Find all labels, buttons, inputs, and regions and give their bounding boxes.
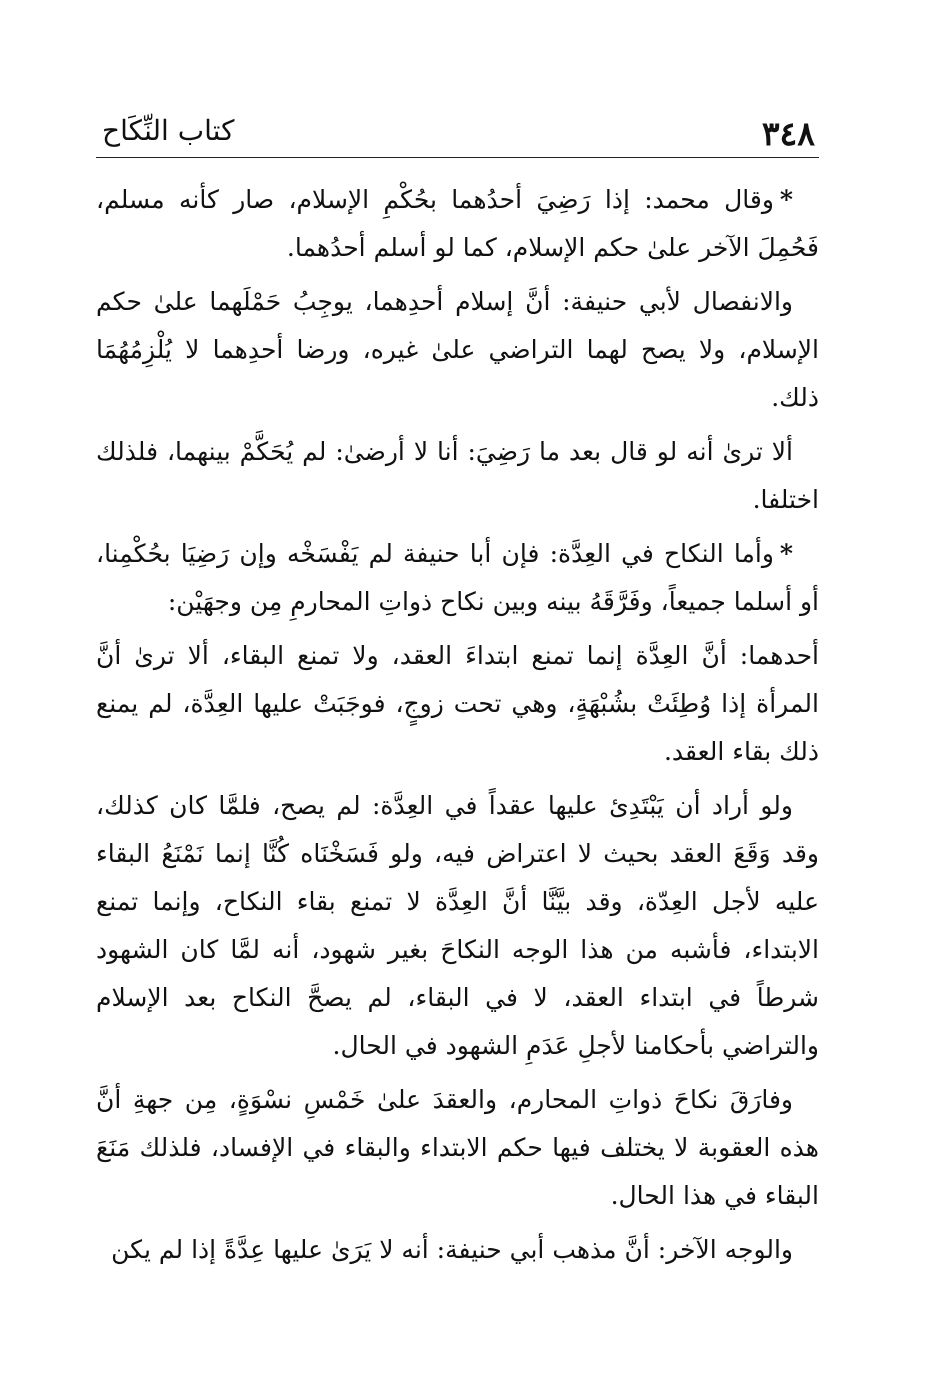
paragraph-text: والانفصال لأبي حنيفة: أنَّ إسلام أحدِهما، يوجِبُ حَمْلَهما علىٰ حكم الإسلام، ولا يصح لهما التراضي علىٰ غيره، ورضا أحدِهما لا يُلْزِمُهُمَا ذلك.: [96, 287, 819, 412]
paragraph-text: ألا ترىٰ أنه لو قال بعد ما رَضِيَ: أنا لا أرضىٰ: لم يُحَكَّمْ بينهما، فلذلك اختلفا.: [96, 437, 819, 514]
paragraph-text: أحدهما: أنَّ العِدَّة إنما تمنع ابتداءَ العقد، ولا تمنع البقاء، ألا ترىٰ أنَّ المرأة إذا وُطِئَتْ بشُبْهَةٍ، وهي تحت زوجٍ، فوجَبَتْ عليها العِدَّة، لم يمنع ذلك بقاء العقد.: [96, 641, 819, 766]
paragraph-text: ولو أراد أن يَبْتَدِئ عليها عقداً في العِدَّة: لم يصح، فلمَّا كان كذلك، وقد وَقَعَ العقد بحيث لا اعتراض فيه، ولو فَسَخْنَاه كُنَّا إنما نَمْنَعُ البقاء عليه لأجل العِدّة، وقد بيَّنَّا أنَّ العِدَّة لا تمنع بقاء النكاح، وإنما تمنع الابتداء، فأشبه من هذا الوجه النكاحَ بغير شهود، أنه لمَّا كان الشهود شرطاً في ابتداء العقد، لا في البقاء، لم يصحَّ النكاح بعد الإسلام والتراضي بأحكامنا لأجلِ عَدَمِ الشهود في الحال.: [96, 791, 819, 1060]
star-marker: *: [779, 185, 793, 214]
star-marker: *: [779, 539, 793, 568]
page-header: [96, 96, 819, 152]
running-title: كتاب النِّكَاح: [102, 114, 235, 147]
paragraph: [96, 530, 819, 626]
paragraph-text: وقال محمد: إذا رَضِيَ أحدُهما بحُكْمِ الإسلام، صار كأنه مسلم، فَحُمِلَ الآخر علىٰ حكم الإسلام، كما لو أسلم أحدُهما.: [96, 185, 819, 262]
paragraph: [96, 278, 819, 422]
paragraph: [96, 1076, 819, 1220]
page-number: ٣٤٨: [761, 114, 815, 153]
paragraph-text: والوجه الآخر: أنَّ مذهب أبي حنيفة: أنه لا يَرَىٰ عليها عِدَّةً إذا لم يكن: [111, 1235, 793, 1264]
main-text: [96, 176, 819, 1280]
paragraph-text: وأما النكاح في العِدَّة: فإن أبا حنيفة لم يَفْسَخْه وإن رَضِيَا بحُكْمِنا، أو أسلما جميعاً، وفَرَّقَهُ بينه وبين نكاح ذواتِ المحارمِ مِن وجهَيْن:: [96, 539, 819, 616]
paragraph: [96, 632, 819, 776]
header-rule: [96, 157, 819, 158]
paragraph: [96, 782, 819, 1070]
paragraph: [96, 428, 819, 524]
paragraph-text: وفارَقَ نكاحَ ذواتِ المحارم، والعقدَ علىٰ خَمْسِ نسْوَةٍ، مِن جهةِ أنَّ هذه العقوبة لا يختلف فيها حكم الابتداء والبقاء في الإفساد، فلذلك مَنَعَ البقاء في هذا الحال.: [96, 1085, 819, 1210]
paragraph: [96, 1226, 819, 1274]
paragraph: [96, 176, 819, 272]
